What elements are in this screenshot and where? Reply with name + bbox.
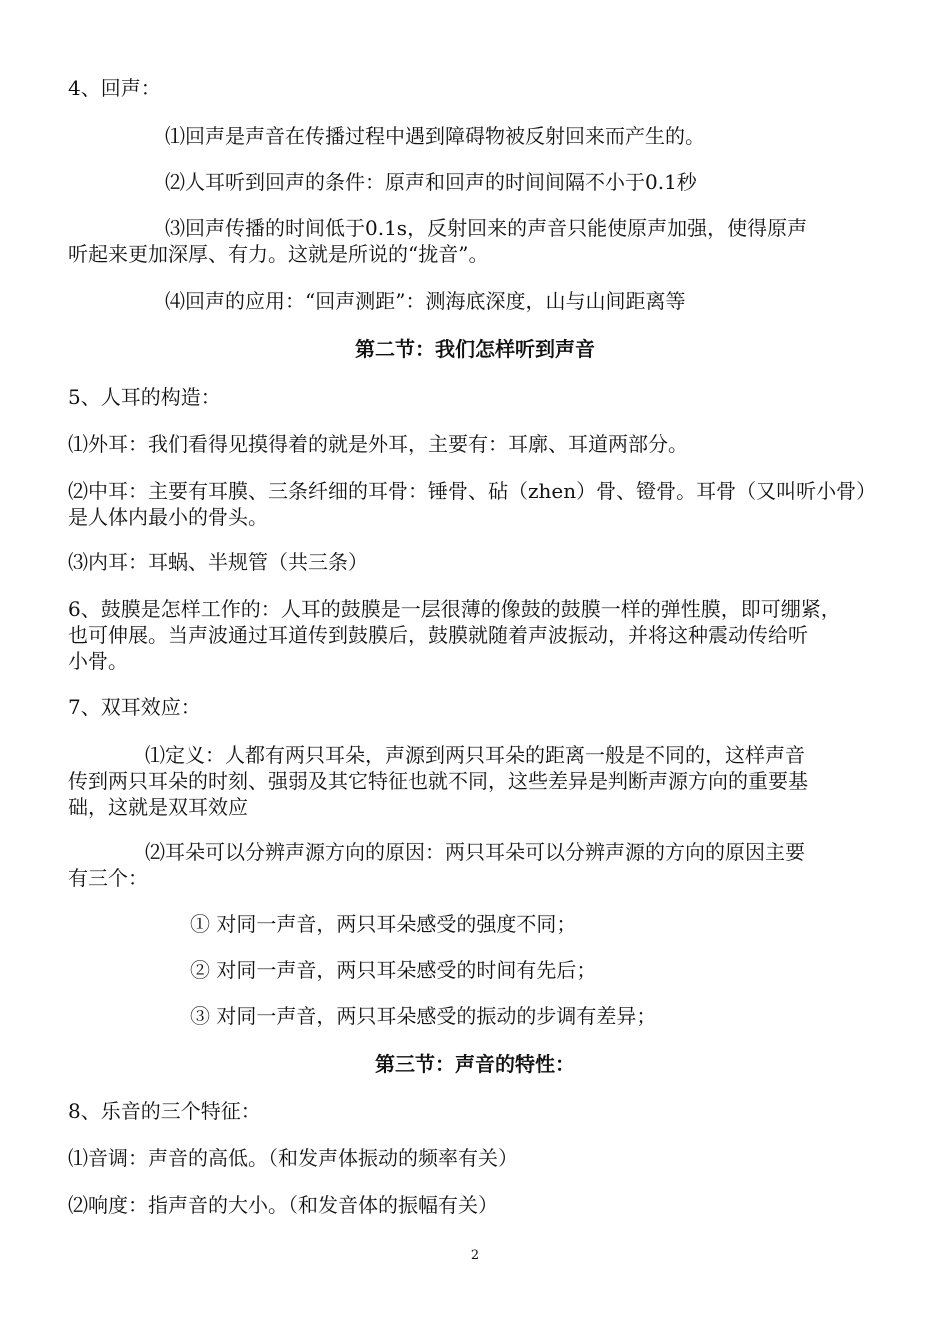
binaural-definition-line-2: 传到两只耳朵的时刻、强弱及其它特征也就不同，这些差异是判断声源方向的重要基: [68, 769, 808, 793]
echo-point-3-line-1: ⑶回声传播的时间低于0.1s，反射回来的声音只能使原声加强，使得原声: [165, 216, 808, 240]
page-number: 2: [470, 1248, 480, 1263]
echo-heading: 4、回声：: [68, 76, 161, 100]
eardrum-line-2: 也可伸展。当声波通过耳道传到鼓膜后，鼓膜就随着声波振动，并将这种震动传给听: [68, 623, 808, 647]
echo-point-4: ⑷回声的应用：“回声测距”：测海底深度，山与山间距离等: [165, 289, 686, 313]
musical-features-heading: 8、乐音的三个特征：: [68, 1099, 261, 1123]
middle-ear-line-1: ⑵中耳：主要有耳膜、三条纤细的耳骨：锤骨、砧（zhen）骨、镫骨。耳骨（又叫听小骨）: [68, 479, 877, 503]
outer-ear: ⑴外耳：我们看得见摸得着的就是外耳，主要有：耳廓、耳道两部分。: [68, 432, 688, 456]
reason-item-3: ③ 对同一声音，两只耳朵感受的振动的步调有差异；: [190, 1004, 657, 1028]
direction-reason-line-2: 有三个：: [68, 866, 148, 890]
inner-ear: ⑶内耳：耳蜗、半规管（共三条）: [68, 550, 368, 574]
direction-reason-line-1: ⑵耳朵可以分辨声源方向的原因：两只耳朵可以分辨声源的方向的原因主要: [145, 840, 805, 864]
echo-point-2: ⑵人耳听到回声的条件：原声和回声的时间间隔不小于0.1秒: [165, 170, 697, 194]
reason-item-2: ② 对同一声音，两只耳朵感受的时间有先后；: [190, 958, 597, 982]
ear-structure-heading: 5、人耳的构造：: [68, 385, 221, 409]
pitch-item: ⑴音调：声音的高低。（和发声体振动的频率有关）: [68, 1146, 518, 1170]
loudness-item: ⑵响度：指声音的大小。（和发音体的振幅有关）: [68, 1193, 498, 1217]
echo-point-3-line-2: 听起来更加深厚、有力。这就是所说的“拢音”。: [68, 242, 489, 266]
echo-point-1: ⑴回声是声音在传播过程中遇到障碍物被反射回来而产生的。: [165, 124, 705, 148]
binaural-definition-line-3: 础，这就是双耳效应: [68, 795, 248, 819]
section-2-title: 第二节：我们怎样听到声音: [355, 337, 595, 361]
eardrum-line-3: 小骨。: [68, 649, 128, 673]
middle-ear-line-2: 是人体内最小的骨头。: [68, 505, 268, 529]
binaural-definition-line-1: ⑴定义：人都有两只耳朵，声源到两只耳朵的距离一般是不同的，这样声音: [145, 743, 805, 767]
eardrum-line-1: 6、鼓膜是怎样工作的：人耳的鼓膜是一层很薄的像鼓的鼓膜一样的弹性膜，即可绷紧，: [68, 597, 841, 621]
section-3-title: 第三节：声音的特性：: [375, 1052, 575, 1076]
reason-item-1: ① 对同一声音，两只耳朵感受的强度不同；: [190, 912, 577, 936]
binaural-heading: 7、双耳效应：: [68, 695, 201, 719]
